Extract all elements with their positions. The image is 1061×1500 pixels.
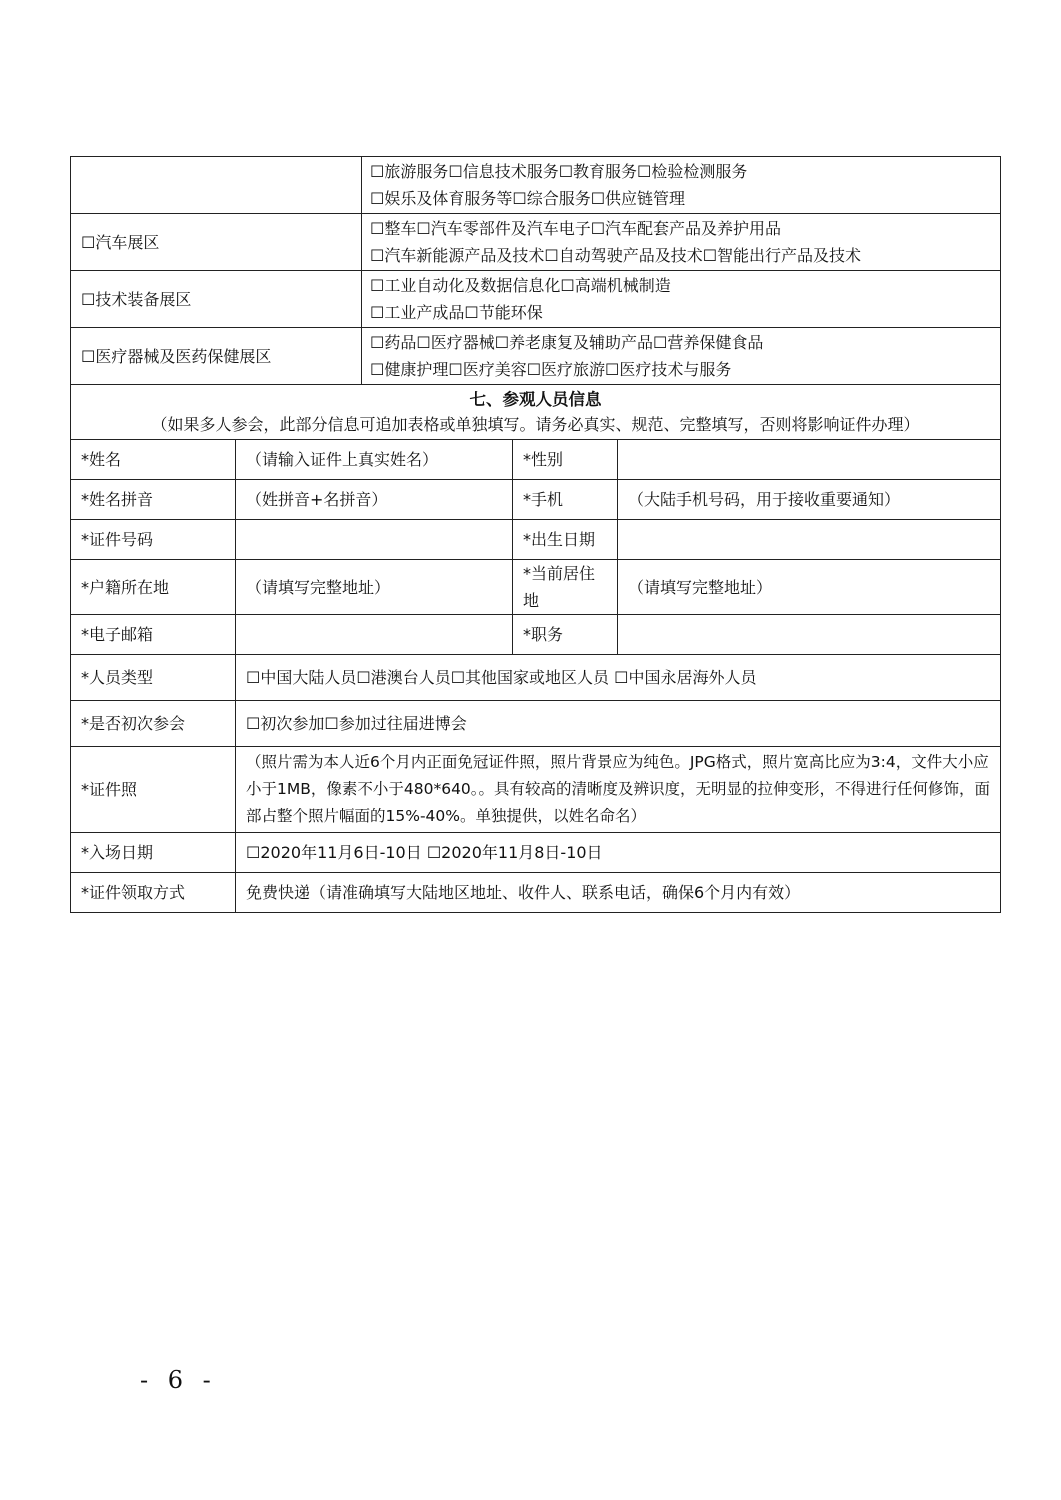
name-field[interactable]: （请输入证件上真实姓名） bbox=[236, 440, 513, 480]
pickup-method: 免费快递（请准确填写大陆地区地址、收件人、联系电话，确保6个月内有效） bbox=[236, 873, 1001, 913]
option-line[interactable]: ☐药品☐医疗器械☐养老康复及辅助产品☐营养保健食品 bbox=[370, 333, 764, 352]
photo-requirements: （照片需为本人近6个月内正面免冠证件照，照片背景应为纯色。JPG格式，照片宽高比应为3:4，文件大小应小于1MB，像素不小于480*640。。具有较高的清晰度及辨识度，无明显的拉伸变形，不得进行任何修饰，面部占整个照片幅面的15%-40%。单独提供，以姓名命名） bbox=[236, 747, 1001, 833]
category-label bbox=[71, 157, 362, 214]
row-pinyin-phone bbox=[71, 480, 1001, 520]
category-row-auto bbox=[71, 214, 1001, 271]
entry-date-options[interactable]: ☐2020年11月6日-10日 ☐2020年11月8日-10日 bbox=[236, 833, 1001, 873]
category-options bbox=[362, 328, 1001, 385]
section-title: 七、参观人员信息 bbox=[71, 385, 1001, 413]
row-person-type bbox=[71, 655, 1001, 701]
email-label: *电子邮箱 bbox=[71, 615, 236, 655]
residence-label: *当前居住地 bbox=[513, 560, 618, 615]
person-type-label: *人员类型 bbox=[71, 655, 236, 701]
email-field[interactable] bbox=[236, 615, 513, 655]
household-field[interactable]: （请填写完整地址） bbox=[236, 560, 513, 615]
page-number: - 6 - bbox=[140, 1366, 217, 1394]
pinyin-field[interactable]: （姓拼音+名拼音） bbox=[236, 480, 513, 520]
position-label: *职务 bbox=[513, 615, 618, 655]
id-number-label: *证件号码 bbox=[71, 520, 236, 560]
residence-field[interactable]: （请填写完整地址） bbox=[618, 560, 1001, 615]
id-number-field[interactable] bbox=[236, 520, 513, 560]
category-label[interactable]: ☐医疗器械及医药保健展区 bbox=[71, 328, 362, 385]
category-options bbox=[362, 157, 1001, 214]
row-email-position bbox=[71, 615, 1001, 655]
category-row-equipment bbox=[71, 271, 1001, 328]
category-row-medical bbox=[71, 328, 1001, 385]
first-time-options[interactable]: ☐初次参加☐参加过往届进博会 bbox=[236, 701, 1001, 747]
section-note-row bbox=[71, 412, 1001, 440]
row-first-time bbox=[71, 701, 1001, 747]
option-line[interactable]: ☐工业自动化及数据信息化☐高端机械制造 bbox=[370, 276, 671, 295]
option-line[interactable]: ☐整车☐汽车零部件及汽车电子☐汽车配套产品及养护用品 bbox=[370, 219, 782, 238]
section-title-row bbox=[71, 385, 1001, 413]
pickup-label: *证件领取方式 bbox=[71, 873, 236, 913]
name-label: *姓名 bbox=[71, 440, 236, 480]
section-note: （如果多人参会，此部分信息可追加表格或单独填写。请务必真实、规范、完整填写，否则将影响证件办理） bbox=[71, 412, 1001, 440]
phone-field[interactable]: （大陆手机号码，用于接收重要通知） bbox=[618, 480, 1001, 520]
position-field[interactable] bbox=[618, 615, 1001, 655]
row-pickup bbox=[71, 873, 1001, 913]
category-row-services bbox=[71, 157, 1001, 214]
pinyin-label: *姓名拼音 bbox=[71, 480, 236, 520]
birth-date-label: *出生日期 bbox=[513, 520, 618, 560]
row-name-gender bbox=[71, 440, 1001, 480]
phone-label: *手机 bbox=[513, 480, 618, 520]
form-table bbox=[70, 156, 1001, 913]
birth-date-field[interactable] bbox=[618, 520, 1001, 560]
row-entry-date bbox=[71, 833, 1001, 873]
category-label[interactable]: ☐技术装备展区 bbox=[71, 271, 362, 328]
household-label: *户籍所在地 bbox=[71, 560, 236, 615]
registration-form bbox=[70, 156, 1000, 913]
row-address bbox=[71, 560, 1001, 615]
gender-label: *性别 bbox=[513, 440, 618, 480]
option-line[interactable]: ☐工业产成品☐节能环保 bbox=[370, 303, 543, 322]
option-line[interactable]: ☐旅游服务☐信息技术服务☐教育服务☐检验检测服务 bbox=[370, 162, 748, 181]
row-id-birth bbox=[71, 520, 1001, 560]
entry-date-label: *入场日期 bbox=[71, 833, 236, 873]
photo-label: *证件照 bbox=[71, 747, 236, 833]
category-options bbox=[362, 214, 1001, 271]
option-line[interactable]: ☐娱乐及体育服务等☐综合服务☐供应链管理 bbox=[370, 189, 686, 208]
category-options bbox=[362, 271, 1001, 328]
gender-field[interactable] bbox=[618, 440, 1001, 480]
option-line[interactable]: ☐汽车新能源产品及技术☐自动驾驶产品及技术☐智能出行产品及技术 bbox=[370, 246, 862, 265]
row-photo bbox=[71, 747, 1001, 833]
category-label[interactable]: ☐汽车展区 bbox=[71, 214, 362, 271]
person-type-options[interactable]: ☐中国大陆人员☐港澳台人员☐其他国家或地区人员 ☐中国永居海外人员 bbox=[236, 655, 1001, 701]
option-line[interactable]: ☐健康护理☐医疗美容☐医疗旅游☐医疗技术与服务 bbox=[370, 360, 732, 379]
first-time-label: *是否初次参会 bbox=[71, 701, 236, 747]
